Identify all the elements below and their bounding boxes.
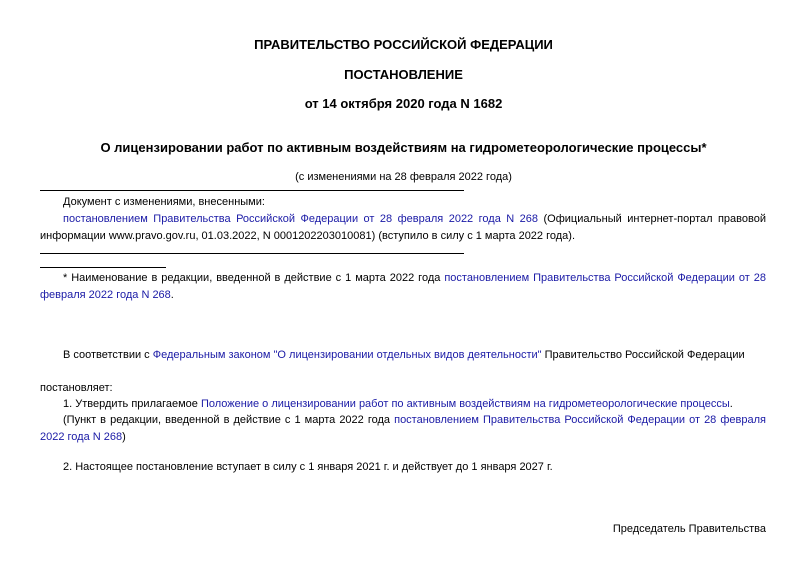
document-date-number: от 14 октября 2020 года N 1682 xyxy=(304,96,503,111)
divider-middle xyxy=(40,253,464,254)
item-1-amendment-link[interactable]: постановлением Правительства Российской Федерации от 28 февраля 2022 года N 268 xyxy=(40,414,766,443)
footnote-text: * Наименование в редакции, введенной в действие с 1 марта 2022 года xyxy=(63,272,445,284)
changes-source-text: (Официальный интернет-портал правовой информации www.pravo.gov.ru, 01.03.2022, N 0001202203010081) (вступило в силу с 1 марта 2022 года). xyxy=(40,213,766,242)
federal-law-link[interactable]: Федеральным законом "О лицензировании отдельных видов деятельности" xyxy=(152,349,542,361)
resolves-text: постановляет: xyxy=(40,382,113,394)
government-heading: ПРАВИТЕЛЬСТВО РОССИЙСКОЙ ФЕДЕРАЦИИ xyxy=(254,37,553,52)
item-2: 2. Настоящее постановление вступает в силу с 1 января 2021 г. и действует до 1 января 2027 г. xyxy=(63,461,553,473)
document-title: О лицензировании работ по активным воздействиям на гидрометеорологические процессы* xyxy=(100,140,707,155)
footnote-link[interactable]: постановлением Правительства Российской Федерации от 28 февраля 2022 года N 268 xyxy=(40,272,766,301)
changes-paragraph xyxy=(40,211,766,245)
amendments-note: (с изменениями на 28 февраля 2022 года) xyxy=(295,171,512,183)
footnote-paragraph: * Наименование в редакции, введенной в действие с 1 марта 2022 года постановлением Правительства Российской Федерации от 28 февраля 2022 года N 268. xyxy=(40,272,766,301)
document-type: ПОСТАНОВЛЕНИЕ xyxy=(344,67,463,82)
signature-title: Председатель Правительства xyxy=(612,523,766,535)
item-1: 1. Утвердить прилагаемое Положение о лицензировании работ по активным воздействиям на гидрометеорологические процессы. xyxy=(63,398,733,410)
preamble-paragraph: В соответствии с Федеральным законом "О лицензировании отдельных видов деятельности" Правительство Российской Федерации xyxy=(63,349,745,361)
changes-intro: Документ с изменениями, внесенными: xyxy=(63,196,265,208)
footnote-divider xyxy=(40,267,166,268)
amendment-link[interactable]: постановлением Правительства Российской Федерации от 28 февраля 2022 года N 268 xyxy=(63,213,539,225)
regulation-link[interactable]: Положение о лицензировании работ по активным воздействиям на гидрометеорологические процессы xyxy=(200,398,730,410)
item-1-note: (Пункт в редакции, введенной в действие с 1 марта 2022 года постановлением Правительства Российской Федерации от 28 февраля 2022 года N 268) xyxy=(40,414,766,443)
divider-top xyxy=(40,190,464,191)
